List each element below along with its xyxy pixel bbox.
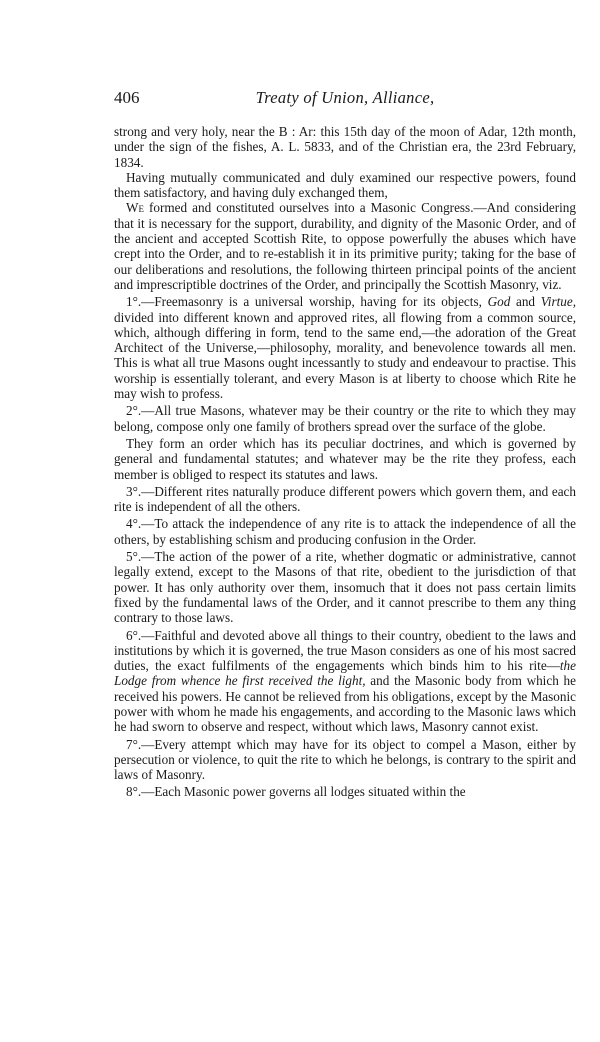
paragraph-article-4: 4°.—To attack the independence of any rite is to attack the independence of all the others, by establishing schism and producing confusion in the Order.: [114, 516, 576, 547]
italic-text: God: [487, 294, 511, 310]
running-title: Treaty of Union, Alliance,: [255, 88, 435, 107]
paragraph-congress: [114, 200, 576, 292]
body-text: [114, 124, 576, 800]
paragraph-text: and the Masonic body from which he received his powers. He cannot be relieved from his obligations, except by the Masonic power with whom he made his engagements, and according to the Masonic laws which he had sworn to observe and respect, without which laws, Masonry cannot exist.: [114, 673, 576, 735]
page-header: [114, 88, 576, 112]
paragraph-article-6: [114, 628, 576, 735]
italic-text: Virtue,: [540, 294, 576, 310]
paragraph-text: divided into different known and approved rites, all flowing from a common source, which, although differing in form, tend to the same end,—the adoration of the Great Architect of the Universe,—philosophy, morality, and benevolence towards all men. This is what all true Masons ought incessantly to study and endeavour to practise. This worship is essentially tolerant, and every Mason is at liberty to choose which Rite he may wish to profess.: [114, 309, 576, 402]
paragraph-text: 6°.—Faithful and devoted above all things to their country, obedient to the laws and institutions by which it is governed, the true Mason considers as one of his most sacred duties, the exact fulfilments of the engagements which binds him to his rite—: [114, 627, 576, 674]
small-caps-lead: We: [126, 200, 144, 216]
italic-text: the Lodge from whence he first received the light,: [114, 658, 576, 689]
paragraph-article-5: 5°.—The action of the power of a rite, whether dogmatic or administrative, cannot legally extend, except to the Masons of that rite, obedient to the jurisdiction of that power. It has only authority over them, insomuch that it does not pass certain limits fixed by the fundamental laws of the Order, and it cannot prescribe to them any thing contrary to those laws.: [114, 549, 576, 626]
paragraph-article-1: [114, 294, 576, 401]
paragraph-text: 1°.—Freemasonry is a universal worship, having for its objects,: [126, 294, 488, 310]
paragraph-text: formed and constituted ourselves into a Masonic Congress.—And considering that it is necessary for the support, durability, and dignity of the Masonic Order, and of the ancient and accepted Scottish Rite, to oppose powerfully the abuses which have crept into the Order, and to re-establish it in its primitive purity; taking for the base of our deliberations and resolutions, the following thirteen principal points of the ancient and imprescriptible doctrines of the Order, and principally the Scottish Masonry, viz.: [114, 200, 576, 292]
paragraph-text: and: [510, 294, 541, 310]
paragraph-article-2: 2°.—All true Masons, whatever may be their country or the rite to which they may belong, compose only one family of brothers spread over the surface of the globe.: [114, 403, 576, 434]
paragraph-order: They form an order which has its peculiar doctrines, and which is governed by general and fundamental statutes; and whatever may be the rite they profess, each member is obliged to respect its statutes and laws.: [114, 435, 576, 482]
paragraph-opening: strong and very holy, near the B : Ar: this 15th day of the moon of Adar, 12th month, under the sign of the fishes, A. L. 5833, and of the Christian era, the 23rd February, 1834.: [114, 124, 576, 170]
paragraph-powers: Having mutually communicated and duly examined our respective powers, found them satisfactory, and having duly exchanged them,: [114, 169, 576, 201]
paragraph-article-7: 7°.—Every attempt which may have for its object to compel a Mason, either by persecution or violence, to quit the rite to which he belongs, is contrary to the spirit and laws of Masonry.: [114, 736, 576, 783]
paragraph-article-8: 8°.—Each Masonic power governs all lodges situated within the: [126, 784, 466, 800]
page-number: 406: [114, 88, 140, 107]
paragraph-article-3: 3°.—Different rites naturally produce different powers which govern them, and each rite is independent of all the others.: [114, 483, 576, 515]
